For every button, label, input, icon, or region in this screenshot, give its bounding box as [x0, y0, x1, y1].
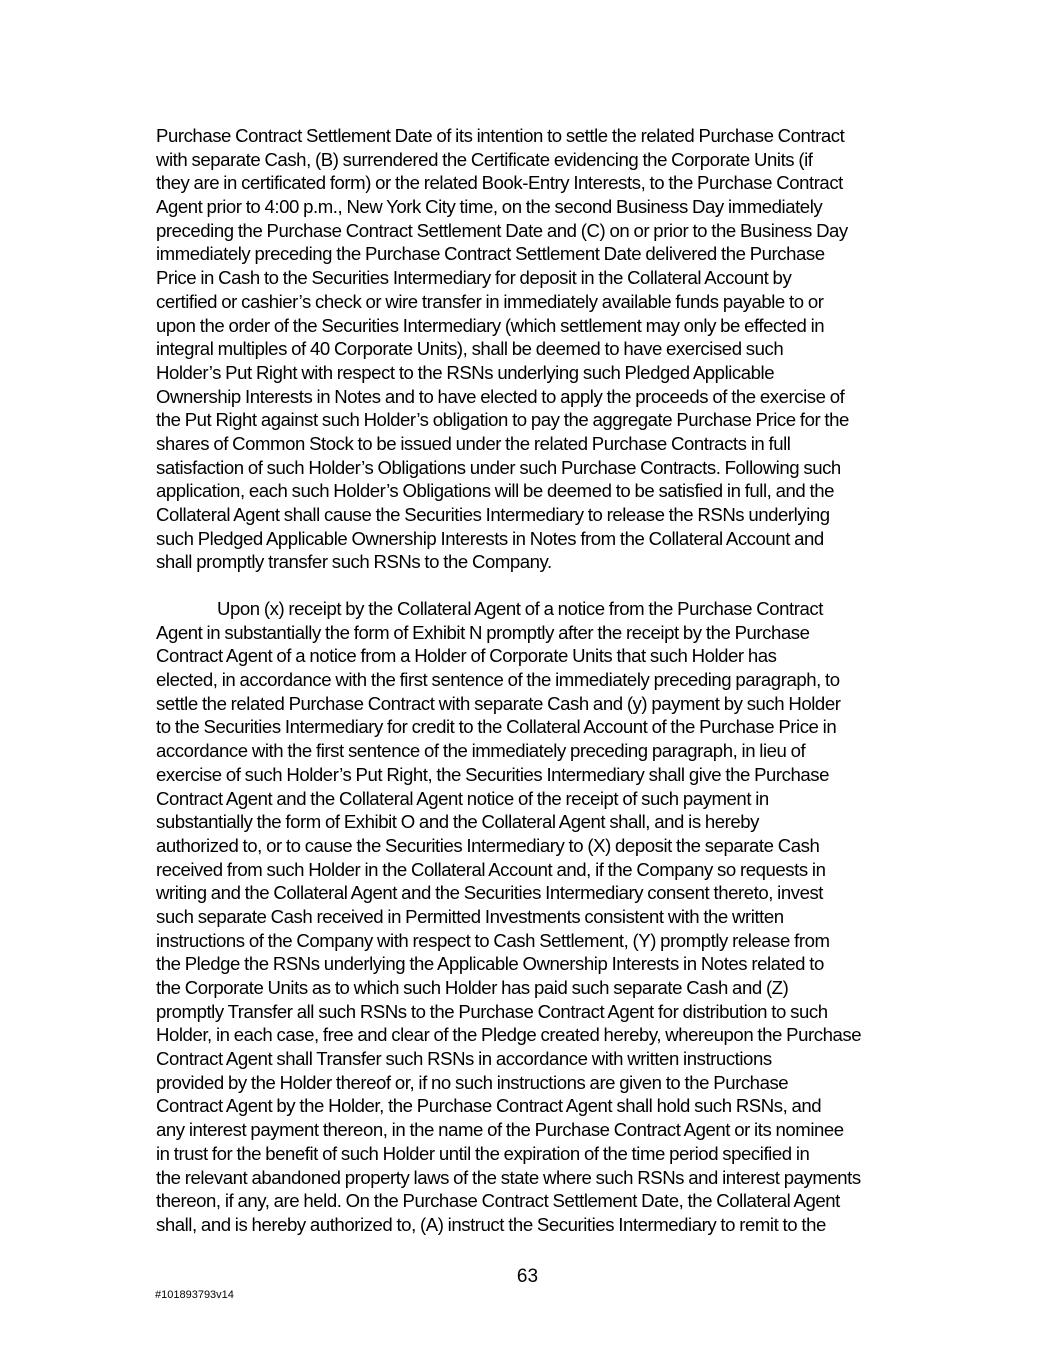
- text-line: immediately preceding the Purchase Contract Settlement Date delivered the Purchase: [156, 243, 825, 265]
- text-line: received from such Holder in the Collateral Account and, if the Company so requests in: [156, 858, 826, 880]
- text-line: Contract Agent of a notice from a Holder of Corporate Units that such Holder has: [156, 645, 777, 667]
- text-line: Collateral Agent shall cause the Securities Intermediary to release the RSNs underlying: [156, 504, 830, 525]
- text-line: Contract Agent shall Transfer such RSNs in accordance with written instructions: [156, 1048, 772, 1070]
- text-line: elected, in accordance with the first sentence of the immediately preceding paragraph, to: [156, 669, 840, 691]
- text-line: shall promptly transfer such RSNs to the Company.: [156, 551, 552, 573]
- paragraph-1: [156, 124, 906, 574]
- text-line: Ownership Interests in Notes and to have elected to apply the proceeds of the exercise of: [156, 385, 845, 407]
- text-line: they are in certificated form) or the related Book-Entry Interests, to the Purchase Contract: [156, 172, 843, 194]
- text-line: writing and the Collateral Agent and the Securities Intermediary consent thereto, invest: [156, 882, 824, 904]
- text-line: Purchase Contract Settlement Date of its intention to settle the related Purchase Contract: [156, 125, 845, 146]
- text-line: certified or cashier’s check or wire transfer in immediately available funds payable to or: [156, 290, 824, 312]
- text-line: substantially the form of Exhibit O and the Collateral Agent shall, and is hereby: [156, 811, 760, 833]
- text-line: Upon (x) receipt by the Collateral Agent of a notice from the Purchase Contract: [217, 598, 823, 619]
- paragraph-2: [156, 597, 906, 1237]
- text-line: promptly Transfer all such RSNs to the Purchase Contract Agent for distribution to such: [156, 1000, 828, 1022]
- text-line: provided by the Holder thereof or, if no such instructions are given to the Purchase: [156, 1071, 789, 1093]
- text-line: accordance with the first sentence of the immediately preceding paragraph, in lieu of: [156, 740, 806, 762]
- text-line: preceding the Purchase Contract Settlement Date and (C) on or prior to the Business Day: [156, 219, 848, 241]
- text-line: the Pledge the RSNs underlying the Applicable Ownership Interests in Notes related to: [156, 953, 824, 975]
- text-line: to the Securities Intermediary for credit to the Collateral Account of the Purchase Price in: [156, 716, 837, 738]
- text-line: upon the order of the Securities Intermediary (which settlement may only be effected in: [156, 314, 825, 336]
- text-line: Holder’s Put Right with respect to the RSNs underlying such Pledged Applicable: [156, 361, 775, 383]
- text-line: instructions of the Company with respect to Cash Settlement, (Y) promptly release from: [156, 929, 830, 951]
- text-line: shares of Common Stock to be issued under the related Purchase Contracts in full: [156, 432, 791, 454]
- text-line: exercise of such Holder’s Put Right, the Securities Intermediary shall give the Purchase: [156, 763, 830, 785]
- text-line: settle the related Purchase Contract with separate Cash and (y) payment by such Holder: [156, 692, 841, 714]
- document-id: #101893793v14: [155, 1289, 234, 1301]
- text-line: in trust for the benefit of such Holder until the expiration of the time period specified in: [156, 1142, 810, 1164]
- text-line: Contract Agent by the Holder, the Purchase Contract Agent shall hold such RSNs, and: [156, 1095, 822, 1117]
- text-line: Holder, in each case, free and clear of the Pledge created hereby, whereupon the Purchase: [156, 1024, 862, 1046]
- text-line: the relevant abandoned property laws of the state where such RSNs and interest payments: [156, 1166, 861, 1188]
- text-line: thereon, if any, are held. On the Purchase Contract Settlement Date, the Collateral Agent: [156, 1190, 840, 1212]
- text-line: Agent prior to 4:00 p.m., New York City time, on the second Business Day immediately: [156, 196, 823, 218]
- text-line: such separate Cash received in Permitted Investments consistent with the written: [156, 905, 784, 927]
- text-line: Agent in substantially the form of Exhibit N promptly after the receipt by the Purchase: [156, 621, 810, 643]
- text-line: integral multiples of 40 Corporate Units), shall be deemed to have exercised such: [156, 338, 784, 360]
- text-line: authorized to, or to cause the Securities Intermediary to (X) deposit the separate Cash: [156, 834, 820, 856]
- text-line: application, each such Holder’s Obligations will be deemed to be satisfied in full, and the: [156, 480, 834, 502]
- page-number: 63: [516, 1266, 539, 1287]
- text-line: the Put Right against such Holder’s obligation to pay the aggregate Purchase Price for the: [156, 409, 849, 431]
- text-line: Price in Cash to the Securities Intermediary for deposit in the Collateral Account by: [156, 267, 792, 289]
- text-line: Contract Agent and the Collateral Agent notice of the receipt of such payment in: [156, 787, 769, 809]
- text-line: such Pledged Applicable Ownership Interests in Notes from the Collateral Account and: [156, 527, 824, 549]
- text-line: satisfaction of such Holder’s Obligations under such Purchase Contracts. Following such: [156, 456, 841, 478]
- text-line: with separate Cash, (B) surrendered the Certificate evidencing the Corporate Units (if: [156, 148, 813, 170]
- text-line: the Corporate Units as to which such Holder has paid such separate Cash and (Z): [156, 977, 789, 998]
- text-line: any interest payment thereon, in the name of the Purchase Contract Agent or its nominee: [156, 1119, 844, 1141]
- text-line: shall, and is hereby authorized to, (A) instruct the Securities Intermediary to remit to the: [156, 1213, 826, 1235]
